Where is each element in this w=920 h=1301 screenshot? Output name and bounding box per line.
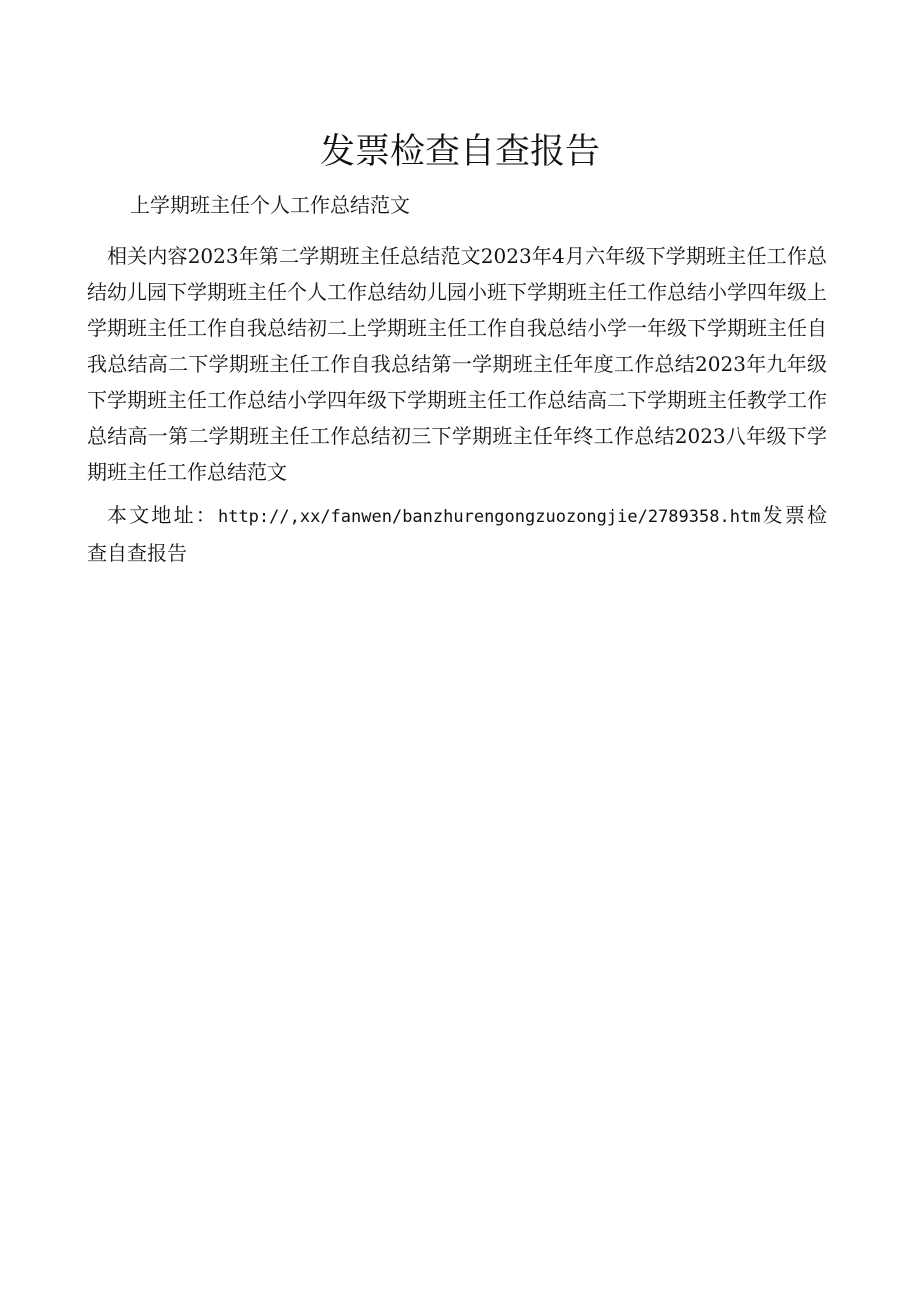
article-address-paragraph (87, 497, 827, 571)
related-content-text: 2023年第二学期班主任总结范文2023年4月六年级下学期班主任工作总结幼儿园下学期班主任个人工作总结幼儿园小班下学期班主任工作总结小学四年级上学期班主任工作自我总结初二上学期班主任工作自我总结小学一年级下学期班主任自我总结高二下学期班主任工作自我总结第一学期班主任年度工作总结2023年九年级下学期班主任工作总结小学四年级下学期班主任工作总结高二下学期班主任教学工作总结高一第二学期班主任工作总结初三下学期班主任年终工作总结2023八年级下学期班主任工作总结范文 (87, 244, 827, 484)
article-address-label: 本文地址： (107, 503, 218, 527)
document-title: 发票检查自查报告 (319, 132, 600, 172)
related-content-paragraph (87, 238, 827, 490)
article-address-suffix: 发票检查自查报告 (87, 503, 828, 565)
article-address-link[interactable]: http://,xx/fanwen/banzhurengongzuozongjie/2789358.htm (217, 507, 761, 527)
document-subtitle: 上学期班主任个人工作总结范文 (130, 193, 410, 217)
document-body (87, 238, 827, 578)
related-content-label: 相关内容 (107, 244, 188, 268)
